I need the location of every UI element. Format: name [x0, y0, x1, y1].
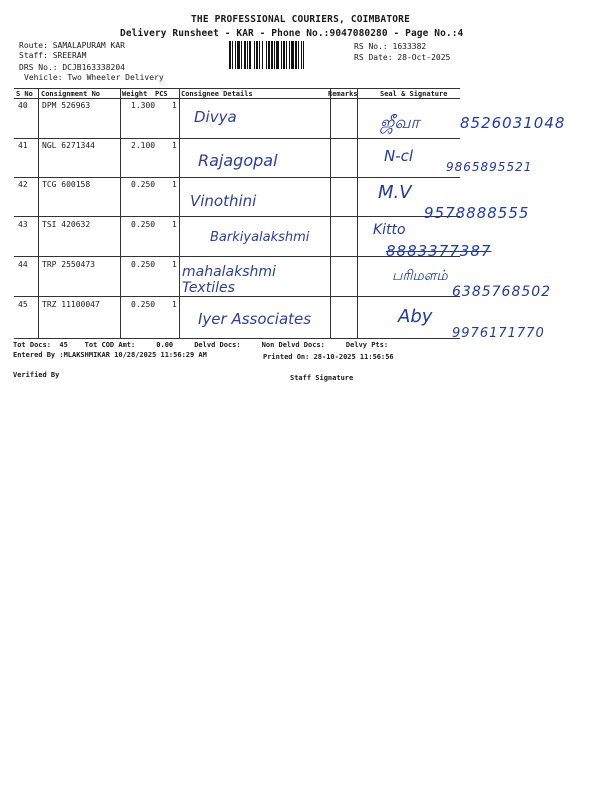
row-seal-phone: 9865895521	[446, 160, 533, 174]
row-seal-mark: M.V	[378, 182, 412, 203]
staff-label: Staff: SREERAM	[19, 51, 87, 60]
row-pcs: 1	[172, 180, 177, 189]
col-divider	[330, 88, 331, 338]
row-divider	[14, 296, 460, 297]
col-header-weight: Weight	[122, 90, 148, 98]
col-divider	[38, 88, 39, 338]
row-weight: 2.100	[131, 141, 156, 150]
row-pcs: 1	[172, 300, 177, 309]
col-header-consignee: Consignee Details	[181, 90, 253, 98]
route-label: Route: SAMALAPURAM KAR	[19, 41, 125, 50]
row-seal-mark: ஜீவா	[380, 113, 420, 133]
col-divider	[120, 88, 121, 338]
vehicle-label: Vehicle: Two Wheeler Delivery	[24, 73, 164, 82]
table-bottom-border	[14, 338, 460, 339]
col-header-consignment: Consignment No	[41, 90, 101, 98]
row-pcs: 1	[172, 220, 177, 229]
row-divider	[14, 216, 460, 217]
row-pcs: 1	[172, 101, 177, 110]
row-consignee-handwritten: Vinothini	[190, 192, 257, 210]
table-top-border	[14, 88, 460, 89]
row-consignee-handwritten: mahalakshmi Textiles	[182, 264, 276, 296]
runsheet-subtitle: Delivery Runsheet - KAR - Phone No.:9047080280 - Page No.:4	[120, 28, 464, 39]
barcode-image	[229, 41, 350, 69]
col-header-remarks: Remarks	[328, 90, 358, 98]
row-seal-mark: N-cl	[384, 147, 414, 165]
row-sno: 44	[18, 260, 28, 269]
row-sno: 40	[18, 101, 28, 110]
row-sno: 43	[18, 220, 28, 229]
printed-on: Printed On: 28-10-2025 11:56:56	[263, 353, 394, 361]
row-consignment-no: NGL 6271344	[42, 141, 95, 150]
row-consignment-no: TSI 420632	[42, 220, 91, 229]
col-divider	[357, 88, 358, 338]
staff-signature-label: Staff Signature	[290, 374, 354, 382]
row-pcs: 1	[172, 260, 177, 269]
row-weight: 0.250	[131, 260, 156, 269]
verified-by-label: Verified By	[13, 371, 60, 379]
row-consignee-handwritten: Iyer Associates	[198, 310, 312, 328]
row-seal-mark: Aby	[398, 306, 433, 327]
row-seal-mark: பரிமளம்	[392, 268, 448, 284]
company-title: THE PROFESSIONAL COURIERS, COIMBATORE	[191, 14, 411, 25]
col-header-sno: S No	[16, 90, 33, 98]
row-weight: 1.300	[131, 101, 156, 110]
row-consignee-handwritten: Barkiyalakshmi	[210, 230, 310, 245]
col-header-pcs: PCS	[155, 90, 168, 98]
row-consignment-no: TRZ 11100047	[42, 300, 100, 309]
row-seal-phone: 8526031048	[460, 114, 566, 132]
row-seal-phone: 8883377387	[386, 242, 492, 260]
row-divider	[14, 138, 460, 139]
row-divider	[14, 177, 460, 178]
row-weight: 0.250	[131, 300, 156, 309]
row-consignee-handwritten: Divya	[194, 108, 237, 126]
row-seal-phone: 9976171770	[452, 326, 545, 341]
col-divider	[179, 88, 180, 338]
row-seal-phone: 6385768502	[452, 284, 552, 300]
drs-number: DRS No.: DCJB163338204	[19, 63, 125, 72]
rs-date: RS Date: 28-Oct-2025	[354, 53, 451, 62]
row-weight: 0.250	[131, 180, 156, 189]
row-consignment-no: DPM 526963	[42, 101, 91, 110]
row-consignment-no: TCG 600158	[42, 180, 91, 189]
row-seal-phone: 9578888555	[424, 204, 530, 222]
row-consignment-no: TRP 2550473	[42, 260, 95, 269]
row-pcs: 1	[172, 141, 177, 150]
row-sno: 42	[18, 180, 28, 189]
entered-by: Entered By :MLAKSHMIKAR 10/28/2025 11:56:29 AM	[13, 351, 207, 359]
totals-line: Tot Docs: 45 Tot COD Amt: 0.00 Delvd Docs: Non Delvd Docs: Delvy Pts:	[13, 341, 389, 349]
header-bottom-border	[14, 98, 460, 99]
row-sno: 41	[18, 141, 28, 150]
row-consignee-handwritten: Rajagopal	[198, 151, 278, 170]
row-seal-mark: Kitto	[373, 222, 406, 238]
row-weight: 0.250	[131, 220, 156, 229]
row-sno: 45	[18, 300, 28, 309]
col-header-seal-signature: Seal & Signature	[380, 90, 448, 98]
rs-number: RS No.: 1633382	[354, 42, 427, 51]
